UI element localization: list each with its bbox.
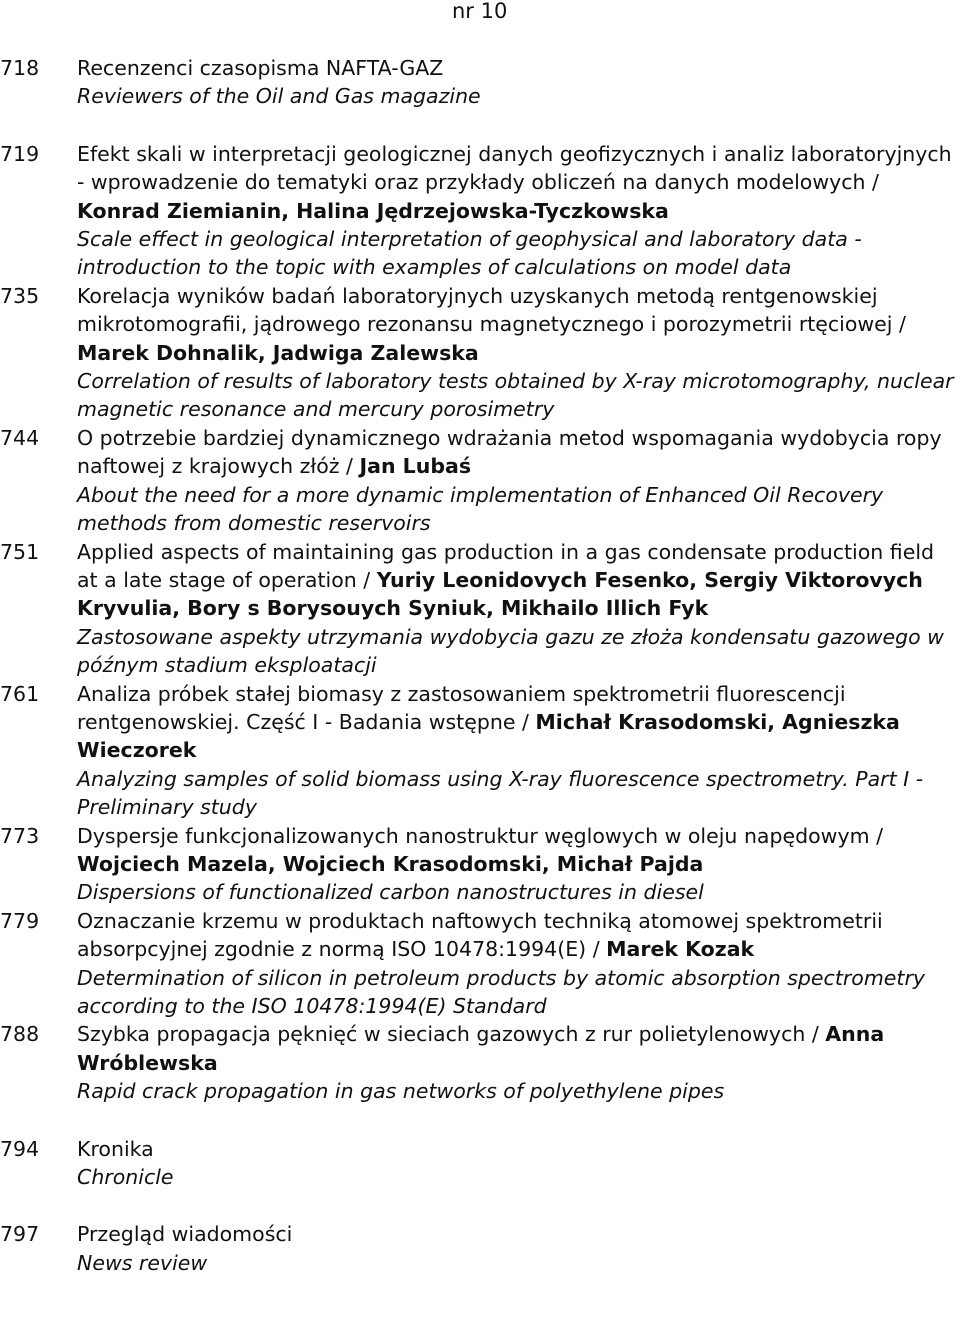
author-separator: / xyxy=(892,312,906,337)
table-of-contents xyxy=(0,54,960,1277)
toc-entry-718 xyxy=(0,54,960,111)
toc-entry-773 xyxy=(0,822,960,907)
polish-title: Szybka propagacja pęknięć w sieciach gazowych z rur polietylenowych xyxy=(77,1022,806,1047)
polish-title-line xyxy=(77,140,960,225)
toc-entry-788 xyxy=(0,1020,960,1105)
english-title: Reviewers of the Oil and Gas magazine xyxy=(77,84,481,109)
page-number: 797 xyxy=(0,1222,40,1247)
polish-title: Applied aspects of maintaining gas production in a gas condensate production field at a late stage of operation xyxy=(77,539,935,592)
toc-entry-794 xyxy=(0,1135,960,1192)
polish-title: Analiza próbek stałej biomasy z zastosowaniem spektrometrii fluorescencji rentgenowskiej. Część I - Badania wstępne xyxy=(77,681,846,734)
english-title: Analyzing samples of solid biomass using X-ray fluorescence spectrometry. Part I - Preliminary study xyxy=(77,766,924,820)
author-separator: / xyxy=(805,1022,826,1047)
page-number: 751 xyxy=(0,539,40,564)
toc-entry-751 xyxy=(0,538,960,680)
page-number: 744 xyxy=(0,425,40,450)
english-title: News review xyxy=(77,1250,208,1275)
english-title: Rapid crack propagation in gas networks of polyethylene pipes xyxy=(77,1079,725,1104)
toc-entry-779 xyxy=(0,907,960,1021)
toc-entry-735 xyxy=(0,282,960,424)
polish-title: Efekt skali w interpretacji geologicznej danych geofizycznych i analiz laboratoryjnych - wprowadzenie do tematyki oraz przykłady obliczeń na danych modelowych xyxy=(77,141,952,195)
authors: Konrad Ziemianin, Halina Jędrzejowska-Tyczkowska xyxy=(77,198,669,223)
page-number: 779 xyxy=(0,908,40,933)
page-number: 719 xyxy=(0,141,40,166)
author-separator: / xyxy=(865,170,879,195)
authors: Wojciech Mazela, Wojciech Krasodomski, Michał Pajda xyxy=(77,851,704,876)
toc-entry-797 xyxy=(0,1220,960,1277)
authors: Jan Lubaś xyxy=(359,454,472,479)
polish-title-line xyxy=(77,1220,960,1248)
authors: Michał Krasodomski, Agnieszka Wieczorek xyxy=(77,709,900,763)
english-title: Chronicle xyxy=(77,1165,174,1190)
toc-entry-744 xyxy=(0,424,960,538)
polish-title: O potrzebie bardziej dynamicznego wdrażania metod wspomagania wydobycia ropy naftowej z krajowych złóż xyxy=(77,425,942,479)
page-number: 735 xyxy=(0,283,40,308)
polish-title-line xyxy=(77,1020,960,1077)
english-title: Correlation of results of laboratory tests obtained by X-ray microtomography, nuclear magnetic resonance and mercury porosimetry xyxy=(77,369,954,422)
polish-title: Recenzenci czasopisma NAFTA-GAZ xyxy=(77,56,444,80)
author-separator: / xyxy=(586,937,607,962)
authors: Marek Dohnalik, Jadwiga Zalewska xyxy=(77,340,479,365)
page-number: 761 xyxy=(0,681,40,706)
polish-title: Korelacja wyników badań laboratoryjnych uzyskanych metodą rentgenowskiej mikrotomografii, jądrowego rezonansu magnetycznego i porozymetrii rtęciowej xyxy=(77,283,893,337)
author-separator: / xyxy=(515,709,536,734)
author-separator: / xyxy=(356,567,377,592)
page-number: 788 xyxy=(0,1022,40,1047)
polish-title-line xyxy=(77,282,960,367)
toc-entry-719 xyxy=(0,140,960,282)
polish-title-line xyxy=(77,907,960,964)
author-separator: / xyxy=(339,454,360,479)
english-title: Scale effect in geological interpretation of geophysical and laboratory data - introduction to the topic with examples of calculations on model data xyxy=(77,227,862,280)
polish-title: Dyspersje funkcjonalizowanych nanostruktur węglowych w oleju napędowym xyxy=(77,823,870,848)
polish-title-line xyxy=(77,680,960,765)
polish-title-line xyxy=(77,822,960,879)
polish-title: Kronika xyxy=(77,1136,154,1161)
polish-title-line xyxy=(77,1135,960,1163)
authors: Marek Kozak xyxy=(606,937,755,962)
issue-number: nr 10 xyxy=(452,0,508,23)
english-title: Dispersions of functionalized carbon nanostructures in diesel xyxy=(77,880,704,905)
authors: Yuriy Leonidovych Fesenko, Sergiy Viktorovych Kryvulia, Bory s Borysouych Syniuk, Mikhailo Illich Fyk xyxy=(77,567,923,621)
english-title: Determination of silicon in petroleum products by atomic absorption spectrometry according to the ISO 10478:1994(E) Standard xyxy=(77,965,926,1018)
polish-title-line xyxy=(77,54,960,82)
polish-title-line xyxy=(77,424,960,481)
page-number: 718 xyxy=(0,56,40,80)
page-number: 773 xyxy=(0,823,40,848)
page-number: 794 xyxy=(0,1136,40,1161)
polish-title-line xyxy=(77,538,960,623)
english-title: About the need for a more dynamic implementation of Enhanced Oil Recovery methods from domestic reservoirs xyxy=(77,482,884,536)
author-separator: / xyxy=(869,823,883,848)
english-title: Zastosowane aspekty utrzymania wydobycia gazu ze złoża kondensatu gazowego w późnym stadium eksploatacji xyxy=(77,624,944,678)
authors: Anna Wróblewska xyxy=(77,1022,885,1075)
polish-title: Oznaczanie krzemu w produktach naftowych techniką atomowej spektrometrii absorpcyjnej zgodnie z normą ISO 10478:1994(E) xyxy=(77,908,883,962)
toc-entry-761 xyxy=(0,680,960,822)
polish-title: Przegląd wiadomości xyxy=(77,1222,293,1247)
